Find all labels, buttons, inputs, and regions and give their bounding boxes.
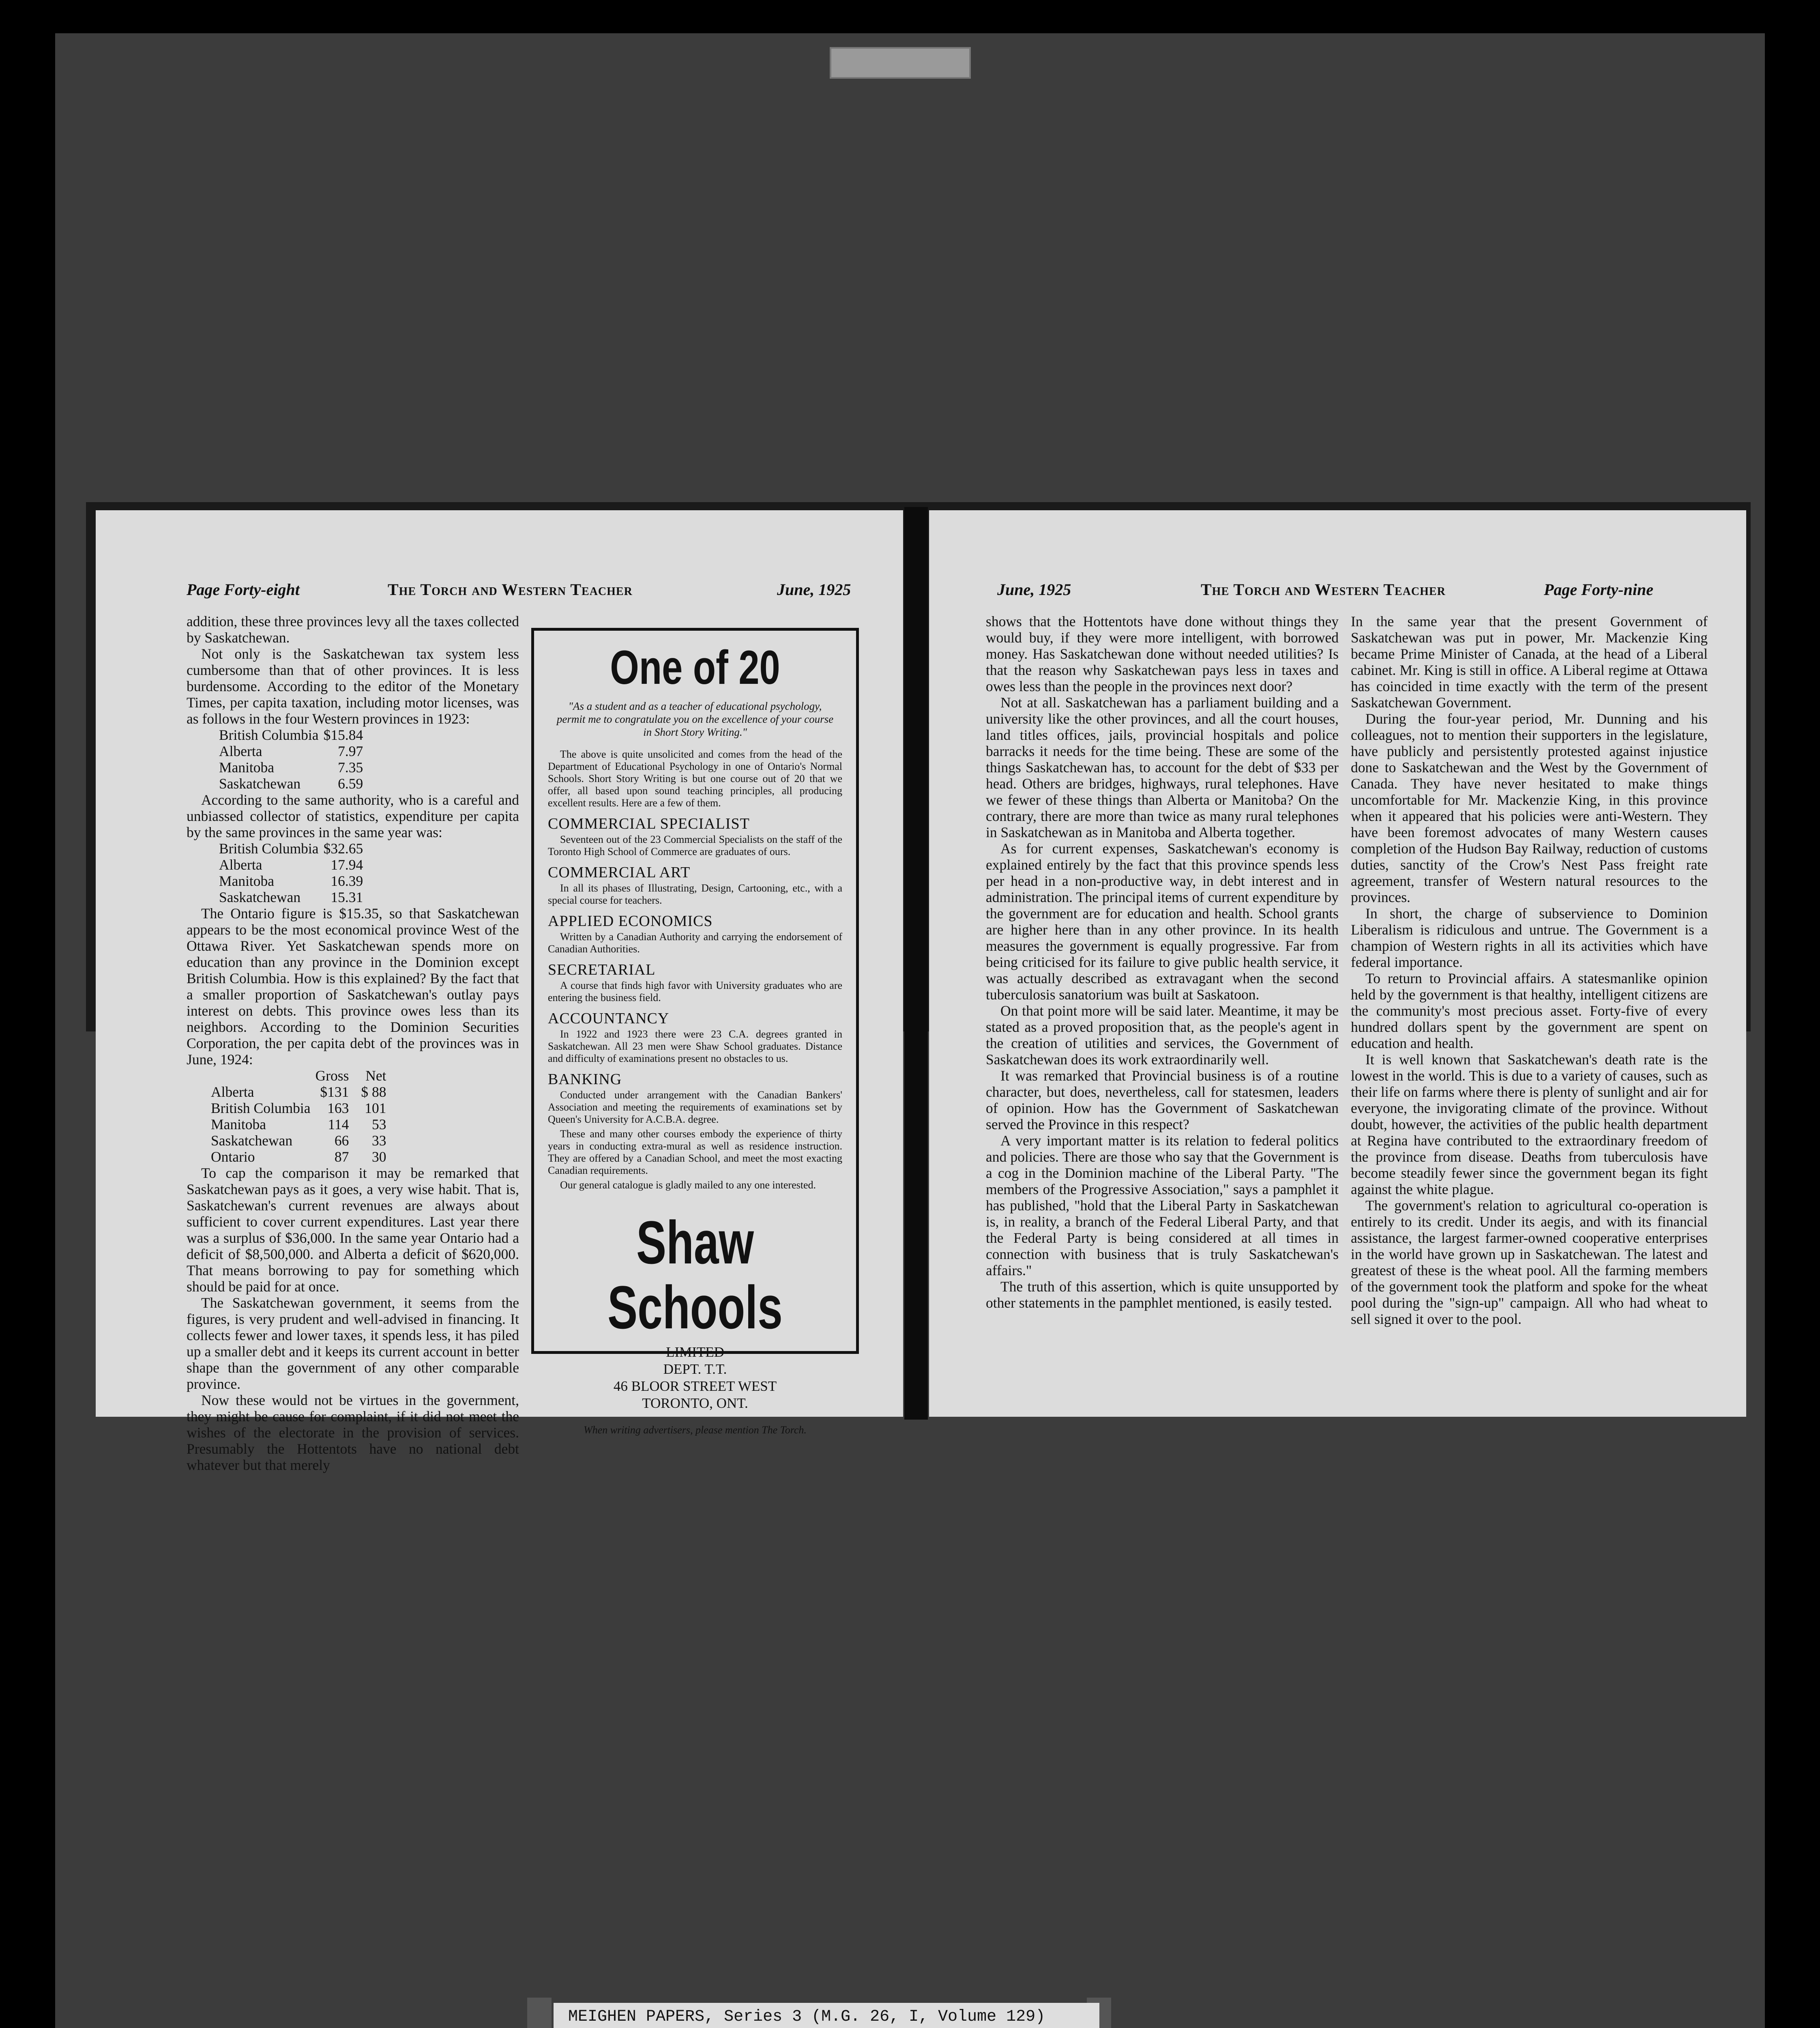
paragraph: In the same year that the present Government of Saskatchewan was put in power, Mr. Mackenzie King became Prime Minister of Canada, at the head of a Liberal cabinet. Mr. King is still in office. A Liberal regime at Ottawa has coincided in time exactly with the term of the present Saskatchewan Government.	[1351, 613, 1708, 711]
table-row	[211, 1100, 399, 1116]
table-row	[211, 1149, 399, 1165]
table-cell: 114	[328, 1116, 349, 1132]
paragraph: Not only is the Saskatchewan tax system less cumbersome than that of other provinces. It is less burdensome. According to the editor of the Monetary Times, per capita taxation, including motor licenses, was as follows in the four Western provinces in 1923:	[187, 646, 519, 727]
ad-title: One of 20	[610, 641, 780, 694]
ad-street: 46 BLOOR STREET WEST	[613, 1378, 777, 1394]
table-header-row	[211, 1068, 399, 1084]
table-cell: 163	[327, 1100, 349, 1116]
table-cell: Alberta	[219, 743, 262, 759]
paragraph: shows that the Hottentots have done without things they would buy, if they were more intelligent, with borrowed money. Has Saskatchewan done without needed utilities? Is that the reason why Saskatchewan pays less in taxes and owes less than the people in the provinces next door?	[986, 613, 1339, 694]
table-cell: Manitoba	[211, 1116, 266, 1132]
paragraph: As for current expenses, Saskatchewan's economy is explained entirely by the fact that this province spends less per head in a non-productive way, in debt interest and in administration. The principal items of current expenditure by the government are for education and health. School grants are higher here than in any other province. In its health measures the government is equally progressive. Far from being criticised for its failure to give public health service, it was actually described as extravagant when the second tuberculosis sanatorium was built at Saskatoon.	[986, 840, 1339, 1003]
table-cell: 7.97	[338, 743, 363, 759]
table-cell: 101	[365, 1100, 386, 1116]
paragraph: In short, the charge of subservience to Dominion Liberalism is ridiculous and untrue. The Government is a champion of Western rights in all its activities which have federal importance.	[1351, 905, 1708, 970]
ad-section-heading: COMMERCIAL SPECIALIST	[548, 815, 750, 832]
ad-section-text: Written by a Canadian Authority and carrying the endorsement of Canadian Authorities.	[548, 931, 842, 955]
ad-dept: DEPT. T.T.	[663, 1361, 727, 1377]
table-cell: Saskatchewan	[211, 1132, 293, 1149]
paragraph: The government's relation to agricultural co-operation is entirely to its credit. Under its aegis, and with its financial assistance, the largest farmer-owned cooperative enterprises in the world have grown up in Saskatchewan. The latest and greatest of these is the wheat pool. All the farming members of the government took the platform and spoke for the wheat pool during the "sign-up" campaign. All who had wheat to sell signed it over to the pool.	[1351, 1197, 1708, 1327]
paragraph: The Ontario figure is $15.35, so that Saskatchewan appears to be the most economical province West of the Ottawa River. Yet Saskatchewan spends more on education than any province in the Dominion except British Columbia. How is this explained? By the fact that a smaller proportion of Saskatchewan's outlay pays interest on debts. This province owes less than its neighbors. According to the Dominion Securities Corporation, the per capita debt of the provinces was in June, 1924:	[187, 905, 519, 1068]
left-running-title: The Torch and Western Teacher	[388, 580, 633, 599]
ad-section-text: In all its phases of Illustrating, Design, Cartooning, etc., with a special course for teachers.	[548, 882, 842, 906]
ad-section-text: In 1922 and 1923 there were 23 C.A. degrees granted in Saskatchewan. All 23 men were Shaw School graduates. Distance and difficulty of examinations present no obstacles to us.	[548, 1028, 842, 1064]
paragraph: It was remarked that Provincial business is of a routine character, but does, nevertheless, call for statesmen, leaders of opinion. How has the Government of Saskatchewan served the Province in this respect?	[986, 1068, 1339, 1132]
table-row	[211, 1116, 399, 1132]
table-cell: Alberta	[219, 857, 262, 873]
column-header: Gross	[315, 1068, 349, 1084]
left-page-number: Page Forty-eight	[187, 580, 300, 599]
paragraph: addition, these three provinces levy all the taxes collected by Saskatchewan.	[187, 613, 519, 646]
right-running-title: The Torch and Western Teacher	[1201, 580, 1446, 599]
left-date: June, 1925	[777, 580, 851, 599]
paragraph: To return to Provincial affairs. A statesmanlike opinion held by the government is that healthy, intelligent citizens are the community's most precious asset. Forty-five of every hundred dollars spent by the government are spent on education and health.	[1351, 970, 1708, 1051]
table-cell: 66	[334, 1132, 349, 1149]
table-cell: Alberta	[211, 1084, 254, 1100]
table-cell: 33	[372, 1132, 386, 1149]
ad-closing: These and many other courses embody the experience of thirty years in conducting extra-mural as well as residence instruction. They are offered by a Canadian School, and meet the most exacting Canadian requirements.	[548, 1128, 842, 1176]
left-header	[96, 580, 903, 604]
paragraph: According to the same authority, who is a careful and unbiassed collector of statistics, expenditure per capita by the same provinces in the same year was:	[187, 792, 519, 840]
table-row	[219, 840, 375, 857]
strip-clip	[527, 1998, 552, 2028]
right-header	[929, 580, 1746, 604]
paragraph: A very important matter is its relation to federal politics and policies. There are those who say that the Government is a cog in the Dominion machine of the Liberal Party. "The members of the Progressive Association," says a pamphlet it has published, "hold that the Liberal Party in Saskatchewan is, in reality, a branch of the Federal Liberal Party, and that the Federal Party is being considered at all times in connection with business that is truly Saskatchewan's affairs."	[986, 1132, 1339, 1278]
left-page	[96, 510, 903, 1473]
table-cell: 53	[372, 1116, 386, 1132]
ad-city: TORONTO, ONT.	[642, 1395, 748, 1411]
book-gutter	[904, 507, 928, 1420]
table-cell: Saskatchewan	[219, 889, 301, 905]
tax-table	[219, 727, 375, 792]
ad-section-heading: SECRETARIAL	[548, 961, 656, 978]
ad-section-text: Conducted under arrangement with the Canadian Bankers' Association and meeting the requirements of examinations set by Queen's University for A.C.B.A. degree.	[548, 1089, 842, 1125]
table-cell: $32.65	[323, 840, 363, 857]
table-row	[211, 1084, 399, 1100]
table-row	[219, 857, 375, 873]
table-cell: $131	[320, 1084, 349, 1100]
paragraph: Now these would not be virtues in the government, they might be cause for complaint, if it did not meet the wishes of the electorate in the provision of services. Presumably the Hottentots have no national debt whatever but that merely	[187, 1392, 519, 1473]
right-page	[929, 510, 1746, 1417]
table-cell: British Columbia	[219, 727, 319, 743]
right-column-2	[1351, 613, 1708, 1327]
paragraph: During the four-year period, Mr. Dunning and his colleagues, not to mention their supporters in the legislature, have publicly and persistently protested against injustice done to Saskatchewan and the West by the Government of Canada. They have never hesitated to make things uncomfortable for Mr. Mackenzie King, in this province when it appeared that his policies were anti-Western. They have been foremost advocates of many Western causes completion of the Hudson Bay Railway, reduction of customs duties, sanctity of the Crow's Nest Pass freight rate agreement, transfer of Western natural resources to the provinces.	[1351, 711, 1708, 905]
table-cell: Ontario	[211, 1149, 255, 1165]
table-cell: British Columbia	[219, 840, 319, 857]
table-cell: Saskatchewan	[219, 776, 301, 792]
paragraph: To cap the comparison it may be remarked that Saskatchewan pays as it goes, a very wise habit. That is, Saskatchewan's current revenues are always about sufficient to cover current expenditures. Last year there was a surplus of $36,000. In the same year Ontario had a deficit of $8,500,000. and Alberta a deficit of $620,000. That means borrowing to pay for something which should be paid for at once.	[187, 1165, 519, 1295]
table-cell: 87	[334, 1149, 349, 1165]
table-cell: 17.94	[331, 857, 363, 873]
ad-section-heading: BANKING	[548, 1071, 622, 1088]
table-row	[219, 873, 375, 889]
ad-section-heading: ACCOUNTANCY	[548, 1010, 670, 1027]
table-row	[211, 1132, 399, 1149]
paragraph: The Saskatchewan government, it seems from the figures, is very prudent and well-advised in financing. It collects fewer and lower taxes, it spends less, it has piled up a smaller debt and it keeps its current account in better shape than the government of any other comparable province.	[187, 1295, 519, 1392]
table-cell: Manitoba	[219, 759, 275, 776]
table-cell: $15.84	[323, 727, 363, 743]
right-page-number: Page Forty-nine	[1544, 580, 1653, 599]
expenditure-table	[219, 840, 375, 905]
table-row	[219, 889, 375, 905]
ad-quote: "As a student and as a teacher of educational psychology, permit me to congratulate you on the excellence of your course in Short Story Writing."	[556, 700, 834, 738]
ad-section-heading: APPLIED ECONOMICS	[548, 913, 713, 930]
ad-section-text: Seventeen out of the 23 Commercial Specialists on the staff of the Toronto High School of Commerce are graduates of ours.	[548, 834, 842, 857]
table-row	[219, 776, 375, 792]
left-column-text	[187, 613, 519, 1473]
table-cell: 6.59	[338, 776, 363, 792]
series-strip: MEIGHEN PAPERS, Series 3 (M.G. 26, I, Volume 129)	[554, 2003, 1099, 2028]
ad-section-text: A course that finds high favor with University graduates who are entering the business field.	[548, 980, 842, 1003]
ad-closing: Our general catalogue is gladly mailed to any one interested.	[560, 1179, 816, 1191]
right-date: June, 1925	[997, 580, 1071, 599]
ad-section-heading: COMMERCIAL ART	[548, 864, 691, 881]
table-row	[219, 743, 375, 759]
ad-intro: The above is quite unsolicited and comes from the head of the Department of Educational Psychology in one of Ontario's Normal Schools. Short Story Writing is but one course out of 20 that we offer, all based upon sound teaching principles, all producing excellent results. Here are a few of them.	[548, 748, 842, 809]
tape	[830, 47, 971, 79]
table-row	[219, 727, 375, 743]
table-cell: 15.31	[331, 889, 363, 905]
debt-table	[211, 1068, 399, 1165]
table-cell: 30	[372, 1149, 386, 1165]
paragraph: On that point more will be said later. Meantime, it may be stated as a proved proposition that, as the people's agent in the creation of utilities and services, the Government of Saskatchewan does its work extraordinarily well.	[986, 1003, 1339, 1068]
column-header: Net	[365, 1068, 386, 1084]
paragraph: It is well known that Saskatchewan's death rate is the lowest in the world. This is due to a variety of causes, such as their life on farms where there is plenty of sunlight and air for everyone, the invigorating climate of the province. Without doubt, however, the activities of the public health department at Regina have contributed to the extraordinary freedom of the province from disease. Deaths from tuberculosis have become steadily fewer since the government began its fight against the white plague.	[1351, 1051, 1708, 1197]
table-cell: 16.39	[331, 873, 363, 889]
ad-brand-name: Shaw Schools	[607, 1208, 783, 1341]
shaw-schools-advertisement	[531, 628, 859, 1436]
table-row	[219, 759, 375, 776]
table-cell: British Columbia	[211, 1100, 311, 1116]
paragraph: Not at all. Saskatchewan has a parliament building and a university like the other provinces, and all the court houses, land titles offices, jails, provincial hospitals and police barracks it needs for the time being. These are some of the things Saskatchewan has, to account for the debt of $33 per head. Others are bridges, highways, rural telephones. Have we fewer of these things than Alberta or Manitoba? On the contrary, there are more than twice as many rural telephones in Saskatchewan as in Manitoba and Alberta together.	[986, 694, 1339, 840]
table-cell: 7.35	[338, 759, 363, 776]
table-cell: $ 88	[361, 1084, 386, 1100]
ad-footer: When writing advertisers, please mention The Torch.	[584, 1424, 807, 1436]
table-cell: Manitoba	[219, 873, 275, 889]
right-column-1	[986, 613, 1339, 1311]
ad-limited: LIMITED	[666, 1344, 724, 1360]
paragraph: The truth of this assertion, which is quite unsupported by other statements in the pamphlet mentioned, is easily tested.	[986, 1278, 1339, 1311]
